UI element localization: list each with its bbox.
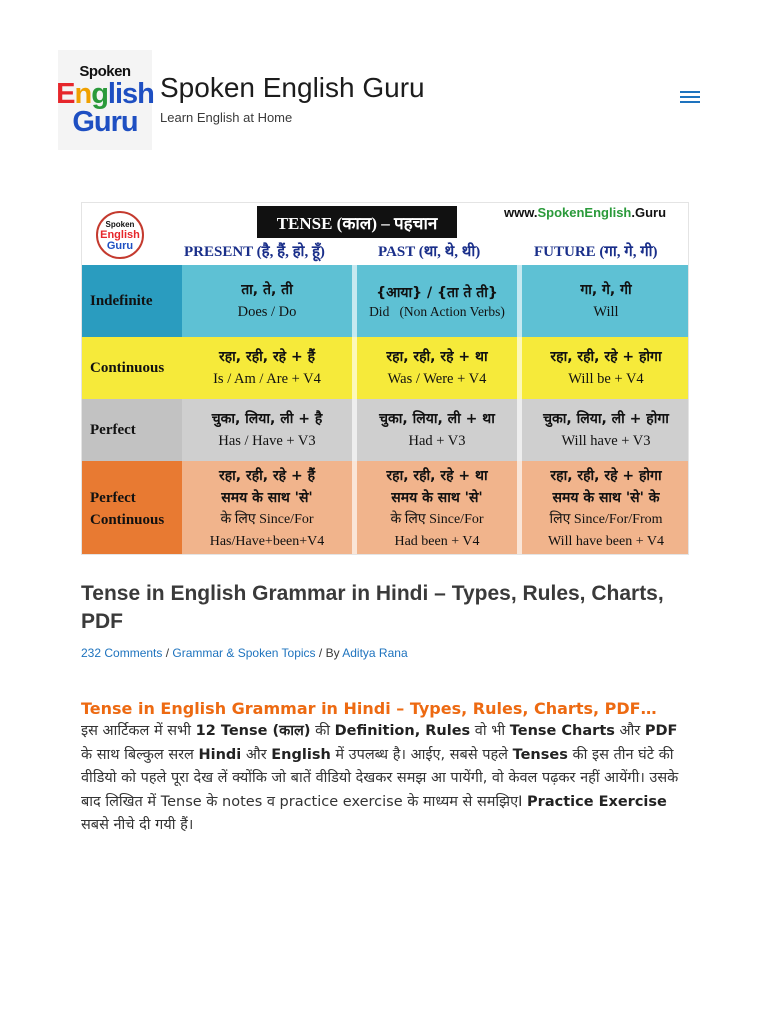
cell-present: रहा, रही, रहे + हैं Is / Am / Are + V4 (213, 349, 321, 387)
chart-header (82, 203, 689, 265)
site-tagline: Learn English at Home (160, 110, 293, 125)
column-header-present: PRESENT (है, हैं, हो, हूँ) (184, 244, 325, 260)
cell-present: चुका, लिया, ली + है Has / Have + V3 (211, 411, 323, 449)
cell-past: चुका, लिया, ली + था Had + V3 (379, 411, 495, 449)
row-indefinite (82, 265, 689, 337)
post-body-paragraph: इस आर्टिकल में सभी 12 Tense (काल) की Definition, Rules वो भी Tense Charts और PDF के साथ बिल्कुल सरल Hindi और English में उपलब्ध है। आईए, सबसे पहले Tenses की इस तीन घंटे की वीडियो को पहले पूरा देख लें क्योंकि जो बातें वीडियो देखकर समझ आ पायेंगी, वो केवल पढ़कर नहीं आयेंगी। उसके बाद लिखित में Tense के notes व practice exercise के माध्यम से समझिएI Practice Exercise सबसे नीचे दी गयी हैं। (81, 723, 679, 833)
chart-title: TENSE (काल) – पहचान (257, 206, 457, 238)
logo-text-spoken: Spoken (79, 63, 131, 80)
site-logo[interactable] (58, 50, 152, 150)
row-label: Perfect Continuous (82, 461, 182, 555)
site-header (0, 0, 768, 160)
post-title: Tense in English Grammar in Hindi – Types, Rules, Charts, PDF (81, 582, 664, 633)
category-link[interactable]: Grammar & Spoken Topics (172, 646, 316, 660)
chart-site-url: www.SpokenEnglish.Guru (504, 205, 667, 220)
cell-future: गा, गे, गी Will (580, 282, 632, 320)
author-link[interactable]: Aditya Rana (342, 646, 408, 660)
hamburger-menu-icon[interactable] (680, 88, 700, 106)
cell-present: ता, ते, ती Does / Do (237, 282, 297, 320)
row-perfect-continuous (82, 461, 689, 555)
comments-link[interactable]: 232 Comments (81, 646, 163, 660)
row-perfect (82, 399, 689, 461)
post-subtitle: Tense in English Grammar in Hindi – Types, Rules, Charts, PDF… (81, 699, 657, 718)
chart-logo: Spoken English Guru (96, 211, 144, 259)
cell-future: चुका, लिया, ली + होगा Will have + V3 (543, 411, 669, 449)
column-header-past: PAST (था, थे, थी) (378, 244, 481, 260)
row-label: Indefinite (82, 265, 182, 337)
row-label: Perfect (82, 399, 182, 461)
logo-text-guru: Guru (72, 106, 138, 138)
cell-present: रहा, रही, रहे + हैं समय के साथ 'से' के लिए Since/For Has/Have+been+V4 (209, 467, 325, 549)
post-meta: 232 Comments / Grammar & Spoken Topics / By Aditya Rana (81, 646, 408, 660)
cell-past: {आया} / {ता ते ती} Did (Non Action Verbs) (369, 285, 505, 319)
logo-text-english: English (56, 78, 154, 110)
row-continuous (82, 337, 689, 399)
row-label: Continuous (82, 337, 182, 399)
cell-future: रहा, रही, रहे + होगा Will be + V4 (550, 349, 662, 387)
cell-future: रहा, रही, रहे + होगा समय के साथ 'से' के लिए Since/For/From Will have been + V4 (548, 467, 664, 549)
cell-past: रहा, रही, रहे + था Was / Were + V4 (386, 349, 488, 387)
column-header-future: FUTURE (गा, गे, गी) (534, 244, 658, 260)
site-title[interactable]: Spoken English Guru (160, 72, 425, 103)
cell-past: रहा, रही, रहे + था समय के साथ 'से' के लिए Since/For Had been + V4 (386, 467, 488, 549)
featured-image-tense-chart (81, 202, 689, 555)
